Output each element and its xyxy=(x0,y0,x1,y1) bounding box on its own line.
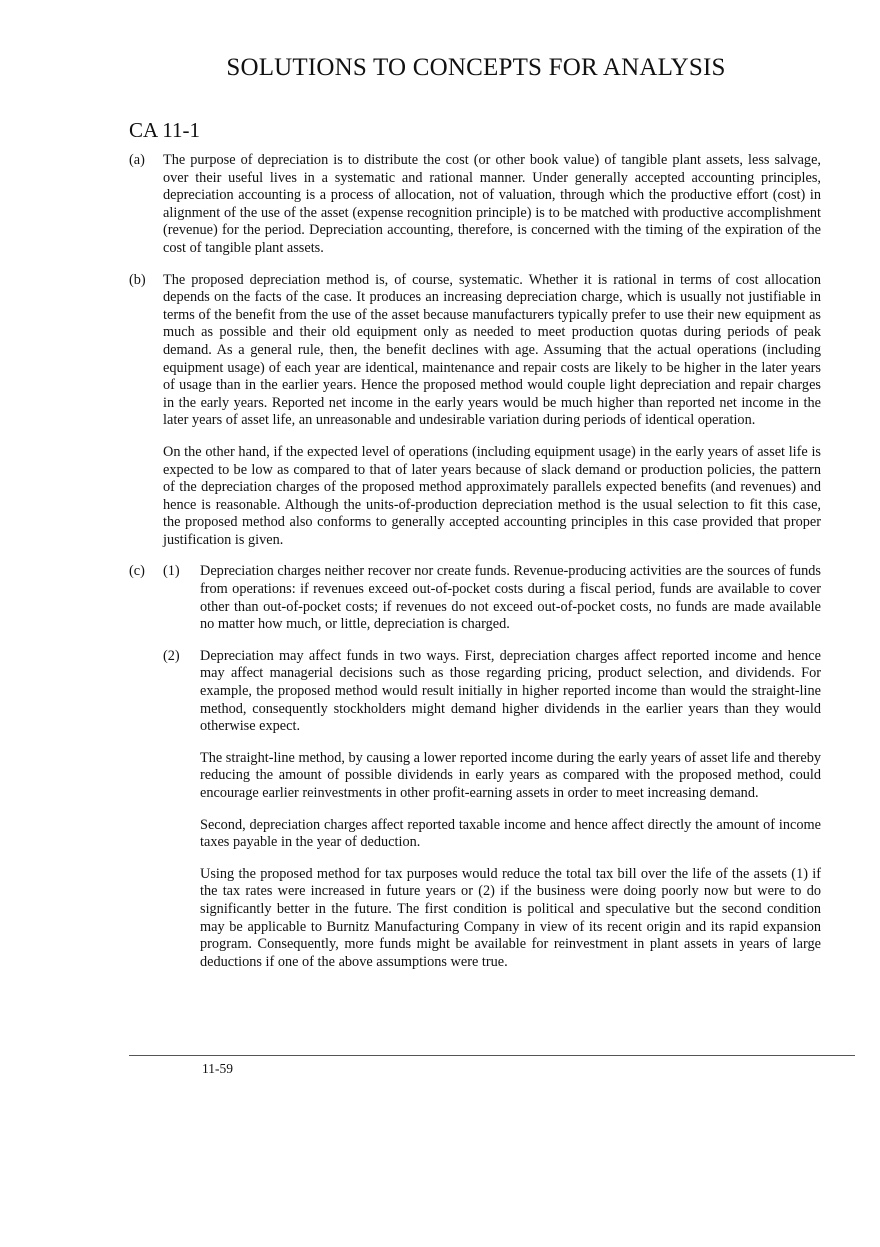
part-c-1-marker: (1) xyxy=(163,563,180,580)
part-c-2-paragraph-3: Second, depreciation charges affect reported taxable income and hence affect directly the amount of income taxes payable in the year of deduction. xyxy=(200,816,821,851)
part-b-paragraph-2: On the other hand, if the expected level of operations (including equipment usage) in the early years of asset life is expected to be low as compared to that of later years because of slack demand or production policies, the pattern of the depreciation charges of the proposed method approximately parallels expected benefits (and revenues) and hence is reasonable. Although the units-of-production depreciation method is the usual selection to fit this case, the proposed method also conforms to generally accepted accounting principles in this case provided that proper justification is given. xyxy=(163,443,821,548)
solution-body xyxy=(129,152,821,985)
page-number: 11-59 xyxy=(202,1061,233,1076)
part-c-2-text: Depreciation may affect funds in two ways. First, depreciation charges affect reported income and hence may affect managerial decisions such as those regarding pricing, product selection, and dividends. For example, the proposed method would result initially in higher reported income than would the straight-line method, consequently stockholders might demand higher dividends in the earlier years than they would otherwise expect. xyxy=(200,647,821,735)
part-b-marker: (b) xyxy=(129,271,146,288)
case-heading: CA 11-1 xyxy=(129,118,200,142)
part-a xyxy=(129,152,821,258)
footer-rule xyxy=(129,1055,855,1056)
part-c-2 xyxy=(163,648,821,736)
part-b xyxy=(129,272,821,430)
part-c-2-paragraph-4: Using the proposed method for tax purposes would reduce the total tax bill over the life of the assets (1) if the tax rates were increased in future years or (2) if the business were doing poorly now but were to do significantly better in the future. The first condition is political and speculative but the second condition may be applicable to Burnitz Manufacturing Company in view of its recent origin and its rapid expansion program. Consequently, more funds might be available for reinvestment in plant assets in years of large deductions if one of the above assumptions were true. xyxy=(200,865,821,970)
part-c xyxy=(129,563,821,735)
part-a-marker: (a) xyxy=(129,152,145,168)
part-c-1 xyxy=(163,563,821,633)
part-b-text: The proposed depreciation method is, of course, systematic. Whether it is rational in terms of cost allocation depends on the facts of the case. It produces an increasing depreciation charge, which is usually not justifiable in terms of the benefit from the use of the asset because manufacturers typically prefer to use their new equipment as much as possible and their old equipment only as needed to meet production quotas during periods of peak demand. As a general rule, then, the benefit declines with age. Assuming that the actual operations (including equipment usage) of each year are identical, maintenance and repair costs are likely to be higher in the later years of usage than in the earlier years. Hence the proposed method would couple light depreciation and repair charges in the early years. Reported net income in the early years would be much higher than reported net income in the later years of asset life, an unreasonable and undesirable variation during periods of identical operation. xyxy=(163,271,821,429)
part-a-text: The purpose of depreciation is to distribute the cost (or other book value) of tangible plant assets, less salvage, over their useful lives in a systematic and rational manner. Under generally accepted accounting principles, depreciation accounting is a process of allocation, not of valuation, through which the productive effort (cost) in alignment of the use of the asset (expense recognition principle) is to be matched with productive accomplishment (revenue) for the period. Depreciation accounting, therefore, is concerned with the timing of the expiration of the cost of tangible plant assets. xyxy=(163,152,821,256)
part-c-2-paragraph-2: The straight-line method, by causing a lower reported income during the early years of asset life and thereby reducing the amount of possible dividends in early years as compared with the proposed method, could encourage earlier reinvestments in other profit-earning assets in order to meet increasing demand. xyxy=(200,749,821,801)
part-c-1-text: Depreciation charges neither recover nor create funds. Revenue-producing activities are the sources of funds from operations: if revenues exceed out-of-pocket costs during a fiscal period, funds are available to cover other than out-of-pocket costs; if revenues do not exceed out-of-pocket costs, no funds are made available no matter how much, or little, depreciation is charged. xyxy=(200,563,821,633)
part-c-2-marker: (2) xyxy=(163,647,180,664)
page-title: SOLUTIONS TO CONCEPTS FOR ANALYSIS xyxy=(226,54,726,81)
part-c-marker: (c) xyxy=(129,563,145,580)
